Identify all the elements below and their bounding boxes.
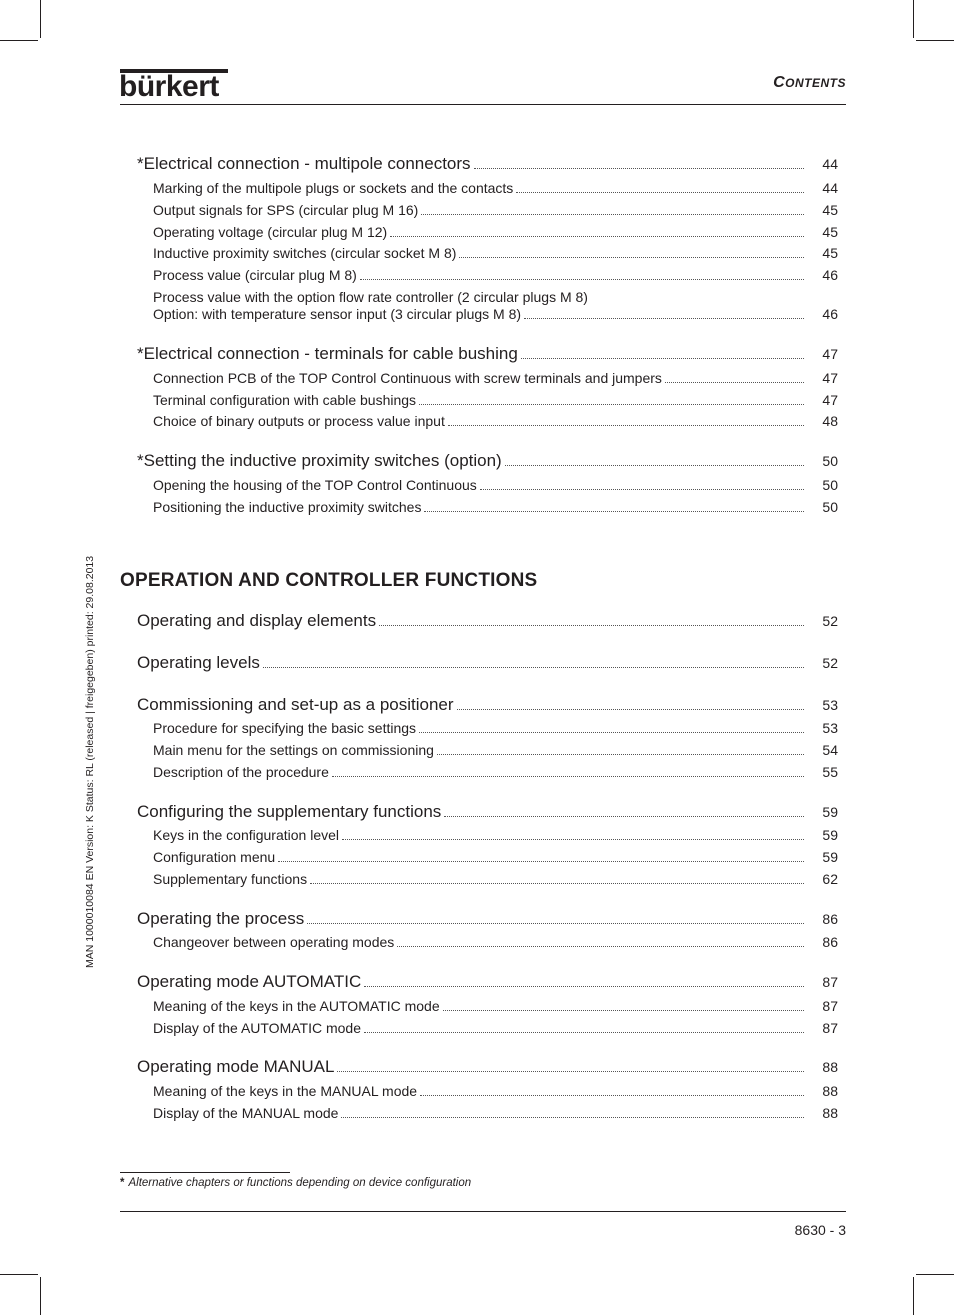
toc-entry-text: Option: with temperature sensor input (3 circular plugs M 8) [153, 306, 522, 322]
toc-page-number: 47 [822, 346, 838, 362]
crop-mark [40, 1277, 41, 1315]
crop-mark [913, 0, 914, 38]
dot-leader [397, 946, 804, 947]
toc-chapter-entry[interactable] [120, 651, 838, 671]
toc-entry-text: Operating and display elements [137, 611, 377, 630]
dot-leader [337, 1071, 804, 1072]
crop-mark [0, 1274, 38, 1275]
toc-entry-text: Display of the AUTOMATIC mode [153, 1020, 361, 1036]
crop-mark [0, 40, 38, 41]
page-number: 8630 - 3 [794, 1222, 846, 1238]
toc-subentry[interactable] [120, 1016, 838, 1036]
toc-entry-text: Procedure for specifying the basic settings [153, 720, 417, 736]
dot-leader [310, 883, 804, 884]
toc-subentry[interactable] [120, 302, 838, 322]
header-title-rest: ONTENTS [785, 76, 846, 90]
toc-subentry[interactable] [120, 388, 838, 408]
toc-entry-text: Terminal configuration with cable bushings [153, 392, 417, 408]
toc-page-number: 86 [822, 911, 838, 927]
toc-page-number: 47 [822, 392, 838, 408]
toc-entry-text: Description of the procedure [153, 764, 329, 780]
toc-subentry[interactable] [120, 176, 838, 196]
toc-page-number: 55 [822, 764, 838, 780]
dot-leader [307, 923, 804, 924]
toc-chapter-entry[interactable] [120, 449, 838, 469]
footnote-rule [120, 1172, 290, 1173]
dot-leader [341, 1117, 804, 1118]
side-note: MAN 1000010084 EN Version: K Status: RL (released | freigegeben) printed: 29.08.2013 [84, 555, 96, 968]
toc-subentry[interactable] [120, 1079, 838, 1099]
dot-leader [364, 986, 804, 987]
dot-leader [521, 358, 804, 359]
toc-entry-text: Marking of the multipole plugs or sockets and the contacts [153, 180, 514, 196]
header-rule [120, 104, 846, 105]
toc-page-number: 52 [822, 613, 838, 629]
toc-entry-text: Configuring the supplementary functions [137, 802, 442, 821]
toc-subentry[interactable] [120, 760, 838, 780]
toc-chapter-entry[interactable] [120, 907, 838, 927]
toc-page-number: 62 [822, 871, 838, 887]
dot-leader [263, 667, 804, 668]
toc-entry-text: Connection PCB of the TOP Control Continuous with screw terminals and jumpers [153, 370, 662, 386]
toc-page-number: 86 [822, 934, 838, 950]
dot-leader [360, 279, 804, 280]
toc-entry-text: Process value (circular plug M 8) [153, 267, 357, 283]
dot-leader [524, 318, 804, 319]
toc-entry-text: Positioning the inductive proximity switches [153, 499, 422, 515]
toc-chapter-entry[interactable] [120, 342, 838, 362]
toc-subentry[interactable] [120, 716, 838, 736]
toc-subentry[interactable] [120, 823, 838, 843]
toc-entry-text: Operating mode AUTOMATIC [137, 972, 362, 991]
toc-subentry[interactable] [120, 738, 838, 758]
toc-subentry[interactable] [120, 473, 838, 493]
dot-leader [444, 816, 804, 817]
dot-leader [364, 1032, 804, 1033]
toc-entry-text: Keys in the configuration level [153, 827, 339, 843]
toc-subentry[interactable] [120, 1101, 838, 1121]
toc-entry-text: Changeover between operating modes [153, 934, 395, 950]
footnote-text: Alternative chapters or functions depending on device configuration [128, 1177, 472, 1189]
dot-leader [474, 168, 804, 169]
toc-page-number: 59 [822, 804, 838, 820]
dot-leader [379, 625, 804, 626]
toc-entry-text: Output signals for SPS (circular plug M 16) [153, 202, 419, 218]
dot-leader [332, 776, 804, 777]
toc-page-number: 46 [822, 267, 838, 283]
burkert-logo [119, 66, 231, 102]
toc-chapter-entry[interactable] [120, 1055, 838, 1075]
toc-subentry[interactable] [120, 220, 838, 240]
dot-leader [421, 214, 804, 215]
toc-page-number: 50 [822, 499, 838, 515]
dot-leader [480, 489, 804, 490]
toc-chapter-entry[interactable] [120, 970, 838, 990]
toc-page-number: 53 [822, 720, 838, 736]
toc-entry-text: Choice of binary outputs or process value input [153, 413, 445, 429]
dot-leader [457, 709, 804, 710]
toc-page-number: 87 [822, 1020, 838, 1036]
toc-entry-text: Operating voltage (circular plug M 12) [153, 224, 388, 240]
toc-subentry[interactable] [120, 198, 838, 218]
toc-page-number: 45 [822, 245, 838, 261]
crop-mark [40, 0, 41, 38]
toc-page-number: 53 [822, 697, 838, 713]
toc-page-number: 48 [822, 413, 838, 429]
toc-subentry[interactable] [120, 241, 838, 261]
toc-page-number: 87 [822, 974, 838, 990]
dot-leader [505, 465, 804, 466]
header-title-initial: C [773, 74, 786, 91]
dot-leader [419, 404, 804, 405]
toc-page-number: 87 [822, 998, 838, 1014]
dot-leader [665, 382, 804, 383]
section-title: OPERATION AND CONTROLLER FUNCTIONS [120, 570, 538, 591]
dot-leader [342, 839, 804, 840]
toc-entry-text: Process value with the option flow rate controller (2 circular plugs M 8) [153, 289, 588, 305]
toc-page-number: 44 [822, 156, 838, 172]
logo-text: bürkert [119, 70, 219, 103]
toc-page-number: 50 [822, 453, 838, 469]
toc-page-number: 46 [822, 306, 838, 322]
toc-page-number: 44 [822, 180, 838, 196]
toc-page-number: 54 [822, 742, 838, 758]
toc-page-number: 88 [822, 1105, 838, 1121]
toc-page-number: 45 [822, 224, 838, 240]
toc-page-number: 47 [822, 370, 838, 386]
toc-entry-text: Operating levels [137, 653, 260, 672]
toc-chapter-entry[interactable] [120, 693, 838, 713]
dot-leader [459, 257, 804, 258]
dot-leader [424, 511, 804, 512]
header-title [773, 74, 846, 92]
dot-leader [390, 236, 804, 237]
toc-subentry[interactable] [120, 867, 838, 887]
toc-entry-text: Opening the housing of the TOP Control Continuous [153, 477, 477, 493]
toc-entry-text: Configuration menu [153, 849, 276, 865]
toc-page-number: 88 [822, 1083, 838, 1099]
dot-leader [278, 861, 804, 862]
toc-entry-text: *Setting the inductive proximity switches (option) [137, 451, 502, 470]
toc-subentry[interactable] [120, 366, 838, 386]
toc-chapter-entry[interactable] [120, 152, 838, 172]
toc-subentry[interactable] [120, 409, 838, 429]
toc-page-number: 88 [822, 1059, 838, 1075]
toc-entry-text: Commissioning and set-up as a positioner [137, 695, 454, 714]
toc-subentry[interactable] [120, 263, 838, 283]
dot-leader [420, 1095, 804, 1096]
toc-chapter-entry[interactable] [120, 609, 838, 629]
footer-rule [120, 1211, 846, 1212]
toc-entry-text: Main menu for the settings on commissioning [153, 742, 434, 758]
toc-entry-text: Operating mode MANUAL [137, 1057, 335, 1076]
toc-entry-text: Display of the MANUAL mode [153, 1105, 339, 1121]
footnote-star: * [120, 1177, 125, 1189]
toc-entry-text: *Electrical connection - terminals for cable bushing [137, 344, 518, 363]
toc-page-number: 52 [822, 655, 838, 671]
toc-entry-text: Meaning of the keys in the AUTOMATIC mode [153, 998, 440, 1014]
toc-page-number: 59 [822, 849, 838, 865]
crop-mark [916, 1274, 954, 1275]
toc-entry-text: Meaning of the keys in the MANUAL mode [153, 1083, 418, 1099]
dot-leader [516, 192, 804, 193]
toc-chapter-entry[interactable] [120, 800, 838, 820]
dot-leader [443, 1010, 804, 1011]
toc-entry-text: Inductive proximity switches (circular socket M 8) [153, 245, 457, 261]
toc-entry-text: *Electrical connection - multipole connectors [137, 154, 471, 173]
toc-subentry[interactable] [120, 994, 838, 1014]
crop-mark [913, 1277, 914, 1315]
dot-leader [437, 754, 804, 755]
dot-leader [448, 425, 804, 426]
toc-page-number: 59 [822, 827, 838, 843]
toc-page-number: 50 [822, 477, 838, 493]
toc-subentry[interactable] [120, 845, 838, 865]
crop-mark [916, 40, 954, 41]
dot-leader [419, 732, 804, 733]
toc-page-number: 45 [822, 202, 838, 218]
toc-entry-text: Supplementary functions [153, 871, 308, 887]
toc-subentry[interactable] [120, 495, 838, 515]
toc-entry-text: Operating the process [137, 909, 305, 928]
toc-subentry[interactable] [120, 930, 838, 950]
footnote [120, 1177, 471, 1189]
